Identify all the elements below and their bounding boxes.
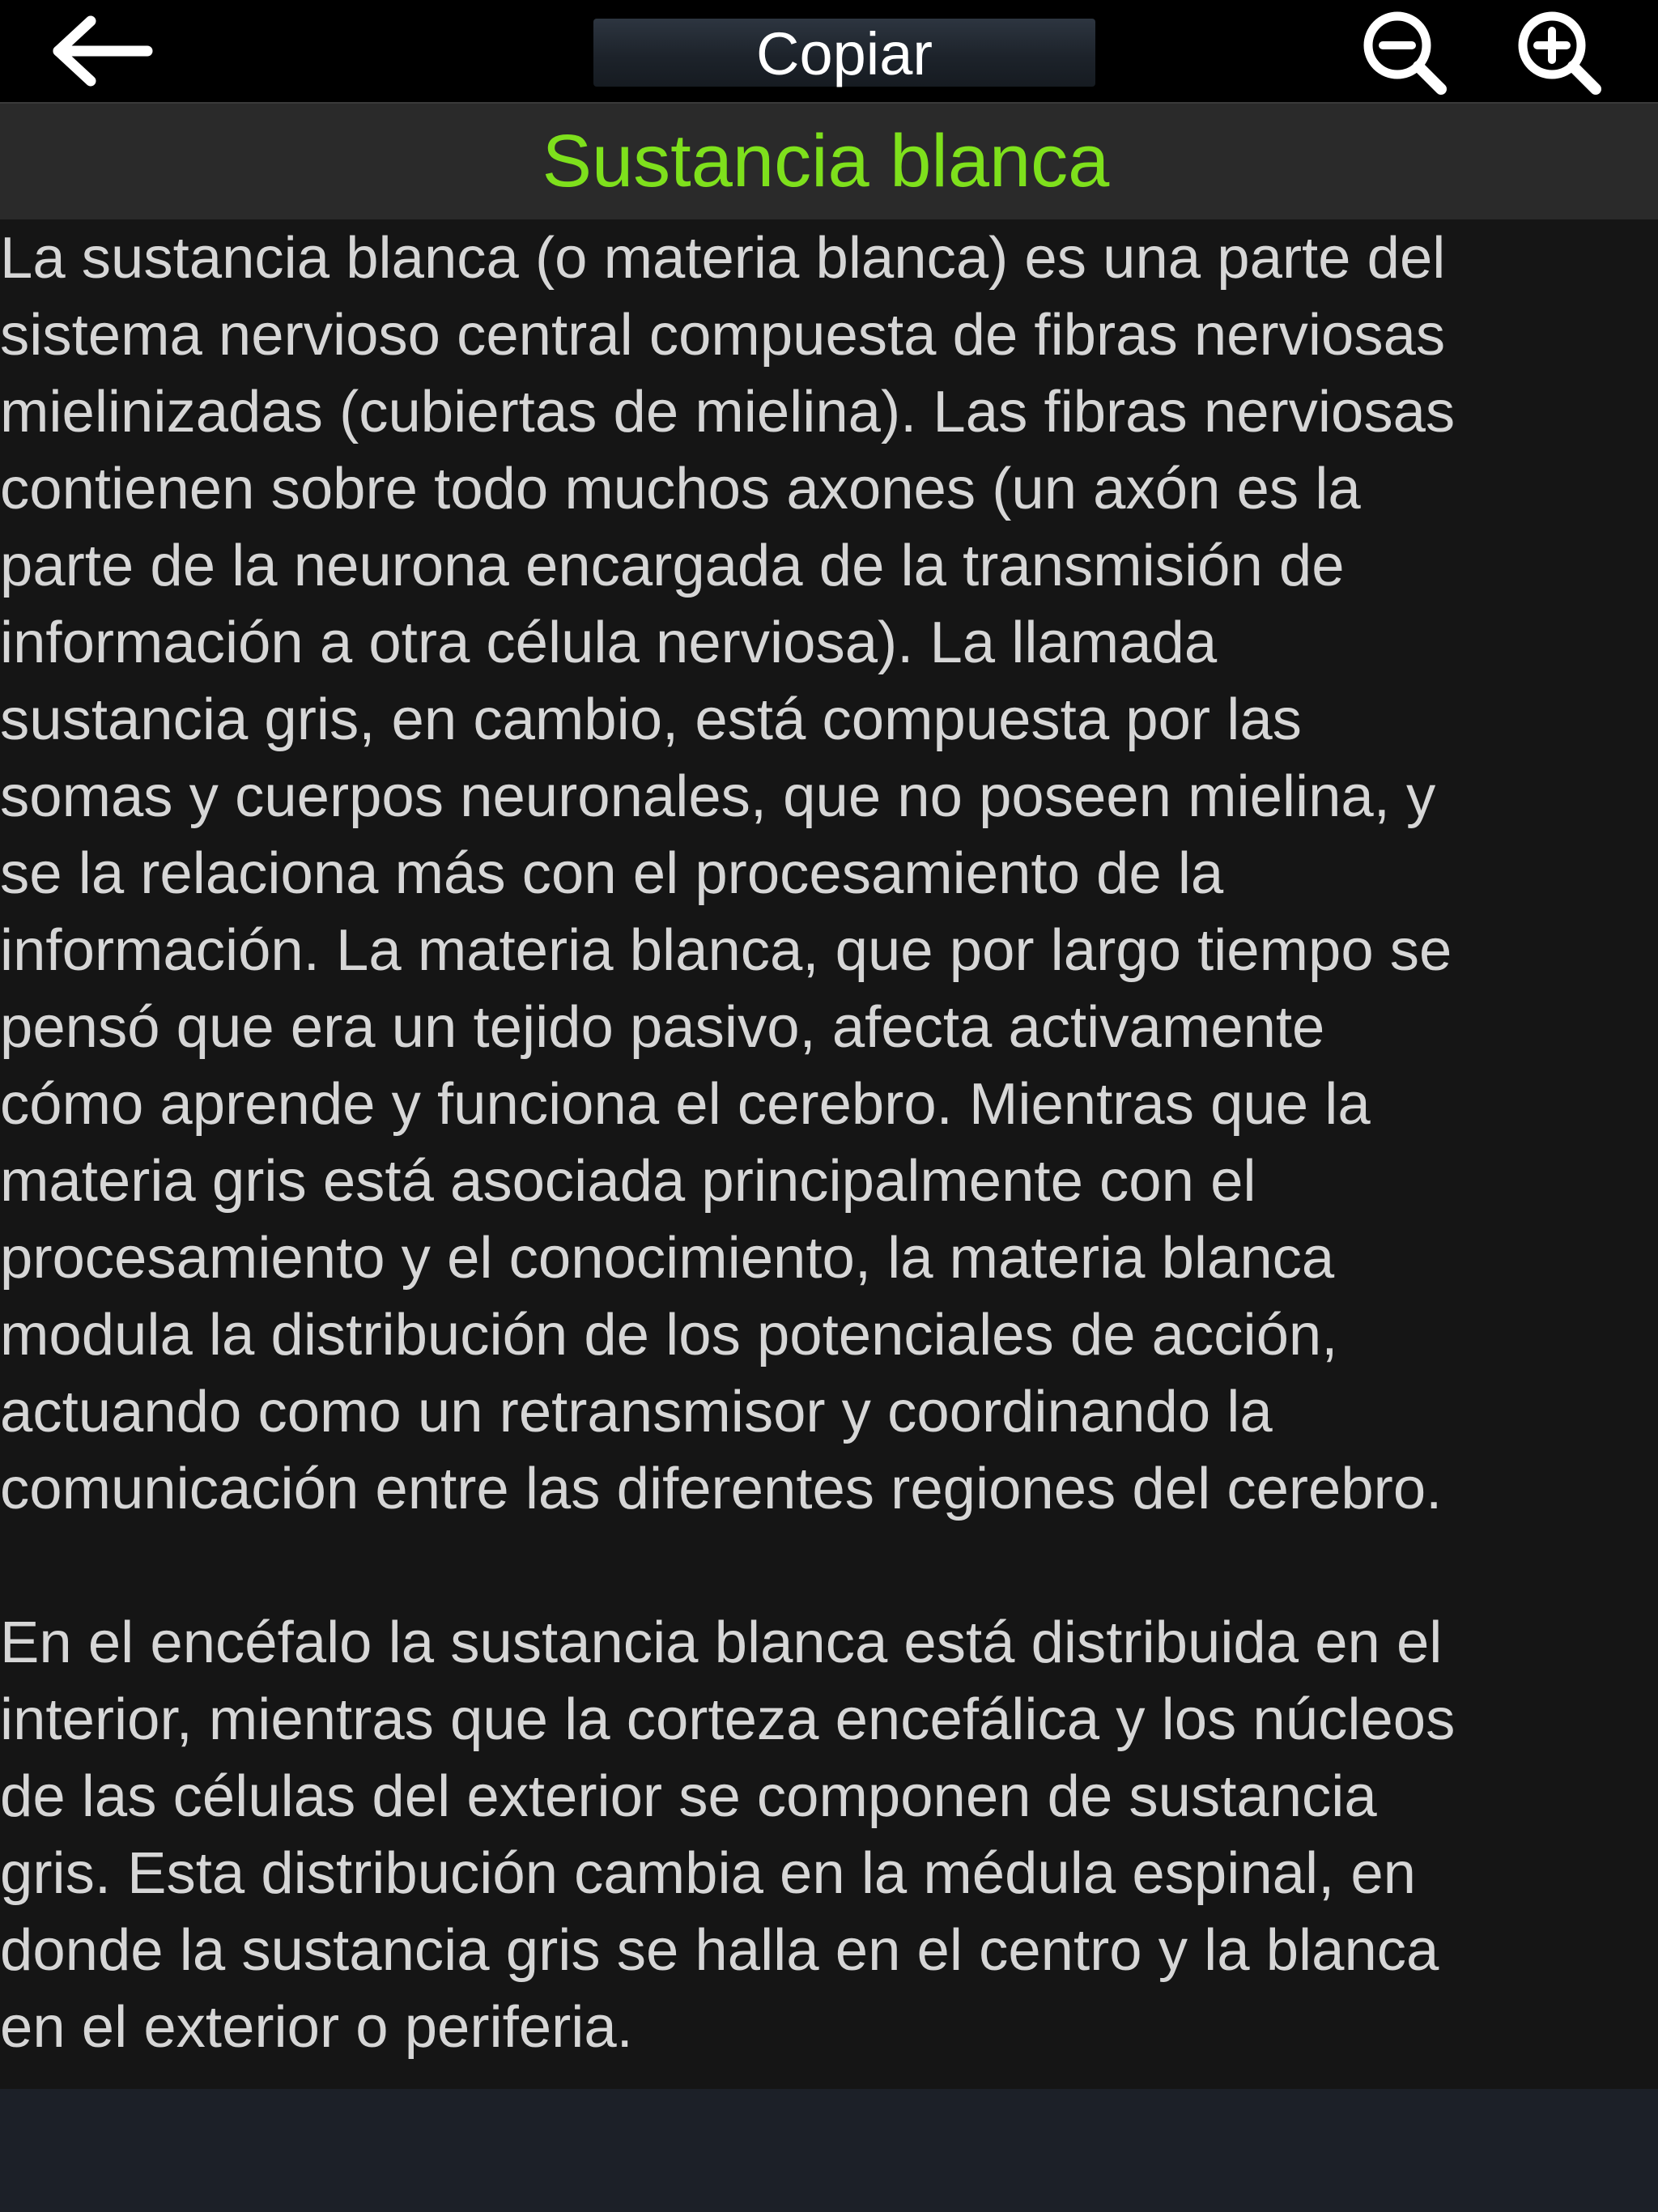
- arrow-left-icon: [49, 15, 154, 87]
- article-title: Sustancia blanca: [542, 120, 1110, 202]
- zoom-in-icon: [1515, 8, 1604, 97]
- article-title-bar: [0, 102, 1658, 219]
- article-paragraph: La sustancia blanca (o materia blanca) es una parte del sistema nervioso central compuesta de fibras nerviosas mielinizadas (cubiertas de mielina). Las fibras nerviosas contienen sobre todo muchos axones (un axón es la parte de la neurona encargada de la transmisión de información a otra célula nerviosa). La llamada sustancia gris, en cambio, está compuesta por las somas y cuerpos neuronales, que no poseen mielina, y se la relaciona más con el procesamiento de la información. La materia blanca, que por largo tiempo se pensó que era un tejido pasivo, afecta activamente cómo aprende y funciona el cerebro. Mientras que la materia gris está asociada principalmente con el procesamiento y el conocimiento, la materia blanca modula la distribución de los potenciales de acción, actuando como un retransmisor y coordinando la comunicación entre las diferentes regiones del cerebro.: [0, 225, 1456, 1521]
- back-button[interactable]: [40, 6, 162, 96]
- bottom-empty-area: [0, 2089, 1658, 2212]
- article-paragraph: En el encéfalo la sustancia blanca está distribuida en el interior, mientras que la corteza encefálica y los núcleos de las células del exterior se componen de sustancia gris. Esta distribución cambia en la médula espinal, en donde la sustancia gris se halla en el centro y la blanca en el exterior o periferia.: [0, 1610, 1456, 2060]
- top-toolbar: [0, 0, 1658, 102]
- zoom-in-button[interactable]: [1511, 8, 1608, 97]
- copy-button[interactable]: Copiar: [593, 19, 1095, 87]
- zoom-out-button[interactable]: [1356, 8, 1453, 97]
- article-content[interactable]: [0, 219, 1658, 2089]
- zoom-out-icon: [1360, 8, 1449, 97]
